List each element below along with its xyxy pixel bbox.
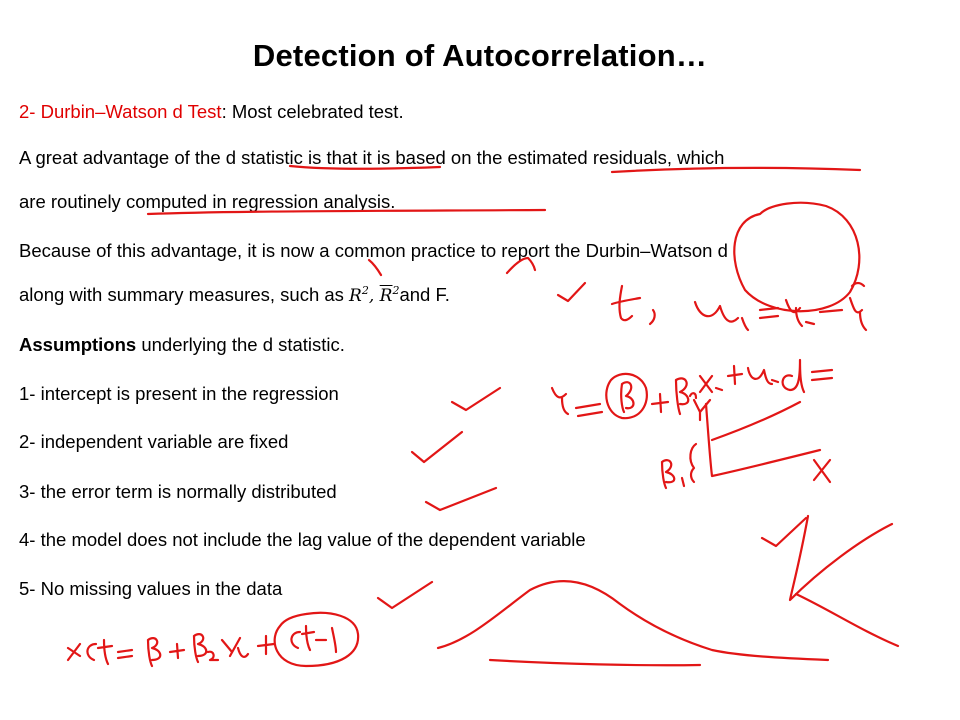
test-heading-prefix: 2- Durbin–Watson d Test: [19, 101, 222, 122]
para2-line1: Because of this advantage, it is now a common practice to report the Durbin–Watson d: [19, 240, 728, 261]
ink-eq: [812, 370, 832, 380]
list-item: 4- the model does not include the lag value of the dependent variable: [19, 529, 586, 550]
ink-beta1-label: [662, 444, 696, 488]
para1-line1: A great advantage of the d statistic is that it is based on the estimated residuals, which: [19, 147, 725, 168]
math-comma: ,: [368, 286, 380, 306]
check-item-4: [762, 518, 806, 546]
ink-u: [748, 368, 778, 384]
ink-ct1: [291, 626, 336, 652]
ink-baseline: [490, 660, 700, 665]
tick-now: [369, 260, 381, 275]
assumptions-bold: Assumptions: [19, 334, 137, 355]
ink-x: [700, 376, 722, 392]
ink-beta1-circle: [606, 374, 647, 418]
circle-durbin-watson: [734, 203, 859, 312]
ink-ct1-circle: [275, 613, 358, 666]
ink-bottom-plus: [258, 636, 274, 654]
ink-plus1: [652, 394, 668, 412]
list-item: 3- the error term is normally distributed: [19, 481, 337, 502]
r-squared: $R^2$: [349, 284, 369, 306]
check-item-1: [452, 388, 500, 410]
check-item-3: [426, 488, 496, 510]
ink-x-label: [814, 460, 830, 482]
para2-line2: [19, 284, 450, 306]
assumptions-heading: [19, 334, 345, 356]
check-item-5: [378, 582, 432, 608]
ink-axes: [706, 402, 820, 476]
list-item: 1- intercept is present in the regression: [19, 383, 339, 404]
para1-line2: are routinely computed in regression analysis.: [19, 191, 396, 212]
r-bar-squared: $\overline{R}^2$: [379, 284, 400, 306]
assumptions-rest: underlying the d statistic.: [136, 334, 345, 355]
check-item-2: [412, 432, 462, 462]
ink-plus2: [728, 366, 742, 384]
para2-line2-prefix: along with summary measures, such as: [19, 284, 350, 305]
ink-bottom-eq: [68, 634, 248, 666]
ink-t: [612, 286, 640, 320]
ink-beta1: [621, 382, 633, 412]
ink-comma: [650, 310, 655, 324]
slide-title: Detection of Autocorrelation…: [252, 38, 708, 73]
ink-diagonal: [790, 516, 898, 646]
ink-d: [783, 360, 804, 392]
list-item: 2- independent variable are fixed: [19, 431, 289, 452]
ink-y-label: [694, 400, 710, 420]
list-item: 5- No missing values in the data: [19, 578, 283, 599]
test-heading: [19, 101, 404, 123]
ink-bell-curve: [438, 581, 828, 660]
check-mark: [558, 283, 585, 301]
ink-regression-eq: [552, 388, 602, 416]
test-heading-suffix: : Most celebrated test.: [221, 101, 404, 122]
para2-line2-suffix: and F.: [399, 284, 450, 305]
ink-beta2: [676, 378, 696, 414]
ink-ui-eq: [695, 283, 866, 330]
